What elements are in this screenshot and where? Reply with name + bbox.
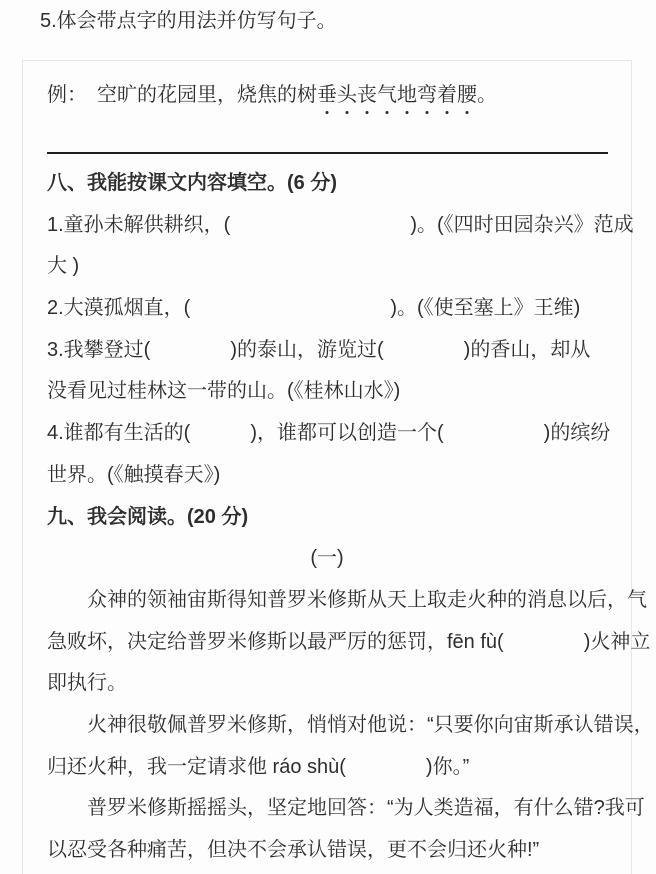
reading-p3-line1: 普罗米修斯摇摇头，坚定地回答：“为人类造福，有什么错?我可: [87, 797, 645, 820]
section-8-heading: 八、我能按课文内容填空。(6 分): [47, 172, 337, 194]
reading-p1-line1: 众神的领袖宙斯得知普罗米修斯从天上取走火种的消息以后，气: [87, 588, 647, 611]
example-label: 例：: [47, 84, 97, 106]
reading-p1-line3: 即执行。: [47, 672, 127, 695]
answer-writing-line: [47, 152, 608, 154]
reading-p3-line2: 以忍受各种痛苦，但决不会承认错误，更不会归还火种!”: [47, 839, 540, 861]
fill-in-q3-line1: 3.我攀登过( )的泰山，游览过( )的香山，却从: [47, 338, 591, 361]
section-9-heading: 九、我会阅读。(20 分): [47, 505, 249, 528]
fill-in-q4-line1: 4.谁都有生活的( )，谁都可以创造一个( )的缤纷: [47, 422, 611, 445]
reading-part-label: (一): [310, 547, 344, 570]
example-sentence: [47, 83, 613, 108]
example-prefix: 空旷的花园里，烧焦的树: [97, 84, 317, 106]
example-suffix: 。: [477, 84, 497, 106]
fill-in-q1-line2: 大 ): [47, 255, 80, 278]
reading-p1-line2: 急败坏，决定给普罗米修斯以最严厉的惩罚，fēn fù( )火神立: [47, 630, 651, 653]
fill-in-q4-line2: 世界。(《触摸春天》): [47, 463, 221, 486]
example-emphasized-text: 垂头丧气地弯着腰: [317, 84, 477, 106]
reading-p2-line1: 火神很敬佩普罗米修斯，悄悄对他说：“只要你向宙斯承认错误，: [87, 713, 654, 736]
fill-in-q1-line1: 1.童孙未解供耕织，( )。(《四时田园杂兴》范成: [47, 213, 634, 236]
fill-in-q2: 2.大漠孤烟直，( )。(《使至塞上》王维): [47, 297, 581, 320]
reading-p2-line2: 归还火种，我一定请求他 ráo shù( )你。”: [47, 755, 470, 778]
paper-content-box: [22, 60, 654, 874]
fill-in-q3-line2: 没看见过桂林这一带的山。(《桂林山水》): [47, 380, 401, 403]
question-5-prompt: 5.体会带点字的用法并仿写句子。: [40, 10, 337, 32]
question-rows: [23, 163, 654, 872]
